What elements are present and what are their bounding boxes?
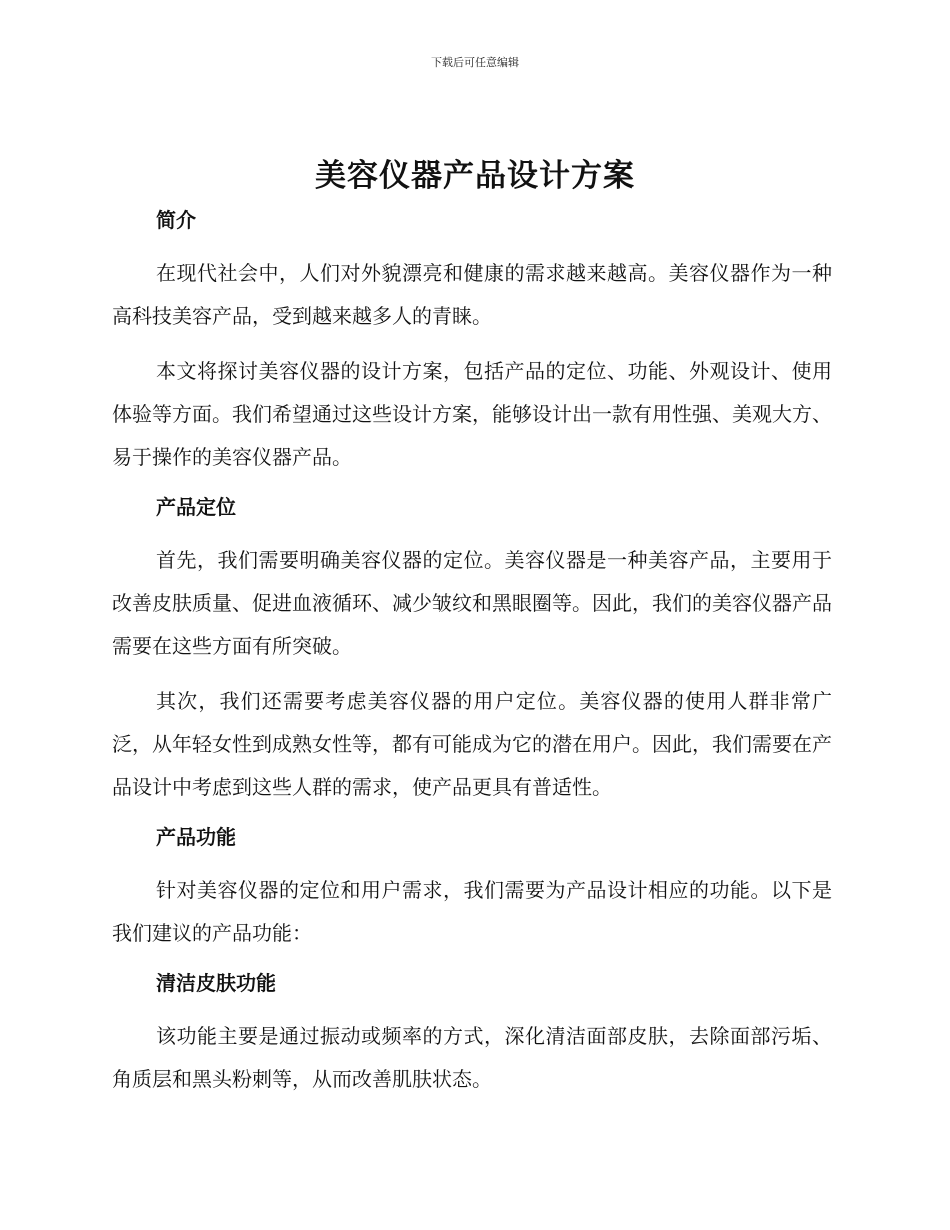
paragraph: 针对美容仪器的定位和用户需求，我们需要为产品设计相应的功能。以下是我们建议的产品功能： xyxy=(112,878,832,945)
section-heading: 产品定位 xyxy=(156,495,236,519)
section-features xyxy=(112,821,832,955)
document-title: 美容仪器产品设计方案 xyxy=(315,158,635,194)
paragraph: 在现代社会中，人们对外貌漂亮和健康的需求越来越高。美容仪器作为一种高科技美容产品，受到越来越多人的青睐。 xyxy=(112,261,832,328)
section-positioning xyxy=(112,491,832,809)
section-heading: 清洁皮肤功能 xyxy=(156,971,276,995)
paragraph: 其次，我们还需要考虑美容仪器的用户定位。美容仪器的使用人群非常广泛，从年轻女性到成熟女性等，都有可能成为它的潜在用户。因此，我们需要在产品设计中考虑到这些人群的需求，使产品更具有普适性。 xyxy=(112,689,832,799)
section-heading: 产品功能 xyxy=(156,825,236,849)
paragraph: 本文将探讨美容仪器的设计方案，包括产品的定位、功能、外观设计、使用体验等方面。我们希望通过这些设计方案，能够设计出一款有用性强、美观大方、易于操作的美容仪器产品。 xyxy=(112,359,832,469)
paragraph: 首先，我们需要明确美容仪器的定位。美容仪器是一种美容产品，主要用于改善皮肤质量、促进血液循环、减少皱纹和黑眼圈等。因此，我们的美容仪器产品需要在这些方面有所突破。 xyxy=(112,548,832,658)
section-heading: 简介 xyxy=(156,208,196,232)
section-cleansing xyxy=(112,967,832,1101)
document-body xyxy=(112,204,832,1113)
section-intro xyxy=(112,204,832,479)
page-header-note: 下载后可任意编辑 xyxy=(431,56,519,69)
paragraph: 该功能主要是通过振动或频率的方式，深化清洁面部皮肤，去除面部污垢、角质层和黑头粉刺等，从而改善肌肤状态。 xyxy=(112,1024,832,1091)
